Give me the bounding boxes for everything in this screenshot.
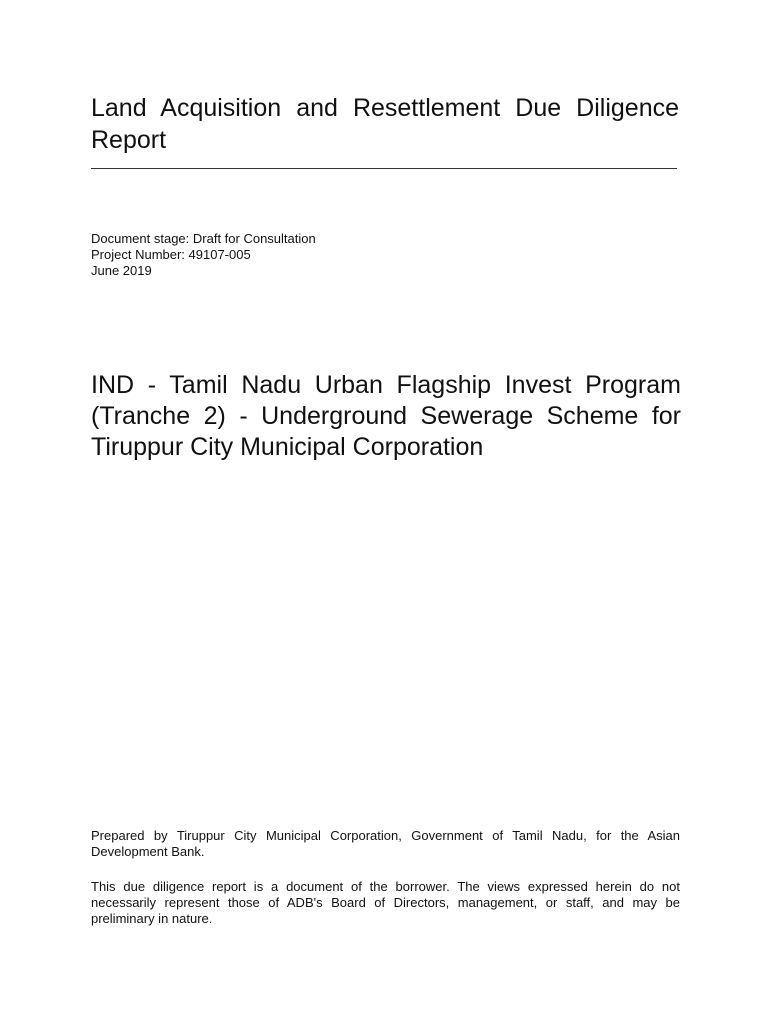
project-title: IND - Tamil Nadu Urban Flagship Invest Program (Tranche 2) - Underground Sewerage Scheme for Tiruppur City Municipal Corporation: [91, 371, 681, 461]
document-meta: [91, 231, 316, 279]
project-number: Project Number: 49107-005: [91, 247, 251, 262]
prepared-by-statement: Prepared by Tiruppur City Municipal Corporation, Government of Tamil Nadu, for the Asian Development Bank.: [91, 828, 680, 859]
disclaimer-statement: This due diligence report is a document of the borrower. The views expressed herein do not necessarily represent those of ADB's Board of Directors, management, or staff, and may be preliminary in nature.: [91, 879, 680, 926]
document-stage: Document stage: Draft for Consultation: [91, 231, 316, 246]
document-date: June 2019: [91, 263, 152, 278]
report-title: Land Acquisition and Resettlement Due Diligence Report: [91, 94, 679, 154]
title-underline: [91, 168, 677, 169]
